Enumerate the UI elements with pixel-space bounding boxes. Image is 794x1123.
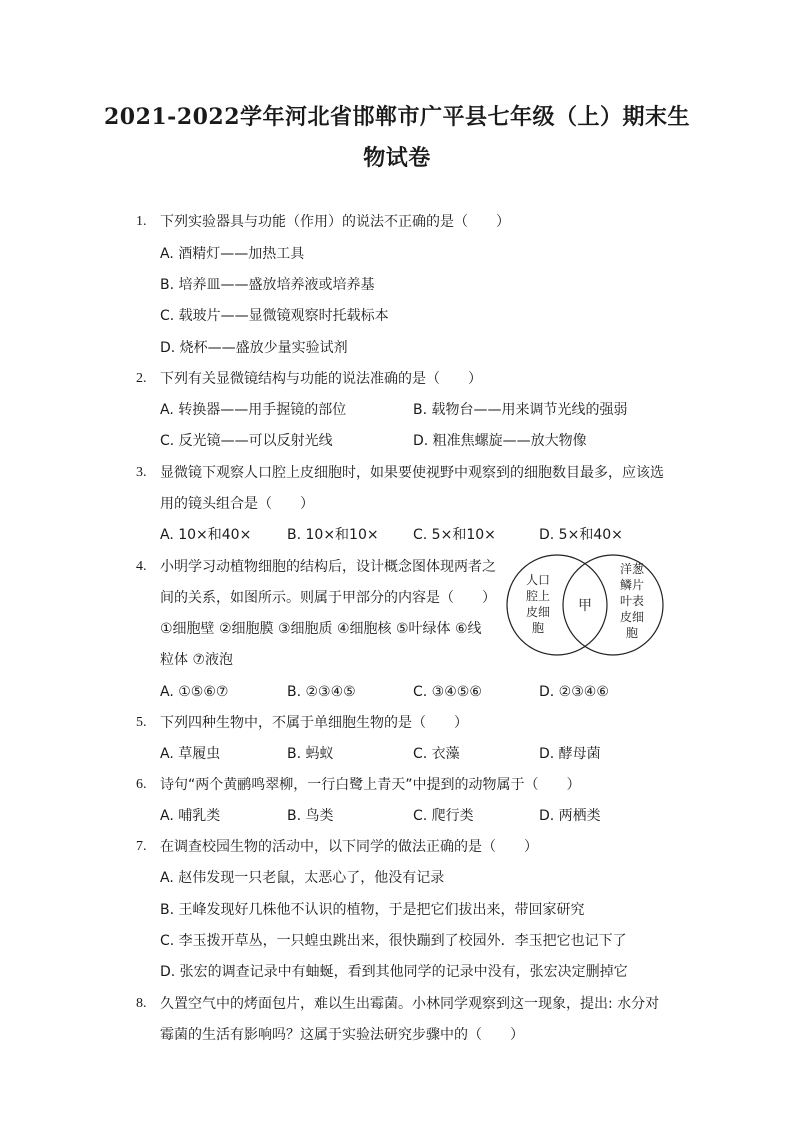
option-b: B. 蚂蚁 xyxy=(287,746,334,762)
venn-left-label: 皮细 xyxy=(525,605,551,619)
option-d: D. 5×和40× xyxy=(539,527,623,543)
venn-left-label: 胞 xyxy=(531,621,545,635)
option-c: C. 载玻片——显微镜观察时托载标本 xyxy=(160,308,389,324)
exam-title-line1: 2021-2022学年河北省邯郸市广平县七年级（上）期末生 xyxy=(103,104,691,130)
question-stem: 下列有关显微镜结构与功能的说法准确的是（ ） xyxy=(160,371,482,387)
question-stem: 下列四种生物中，不属于单细胞生物的是（ ） xyxy=(160,715,468,731)
option-a: A. ①⑤⑥⑦ xyxy=(160,684,229,700)
question-stem-continued: 间的关系，如图所示。则属于甲部分的内容是（ ） xyxy=(160,590,496,606)
option-b: B. ②③④⑤ xyxy=(287,684,356,700)
option-d: D. 烧杯——盛放少量实验试剂 xyxy=(160,340,348,356)
question-stem: 诗句“两个黄鹂鸣翠柳，一行白鹭上青天”中提到的动物属于（ ） xyxy=(160,777,581,793)
option-a: A. 哺乳类 xyxy=(160,808,221,824)
option-c: C. 5×和10× xyxy=(413,527,496,543)
question-number: 5. xyxy=(136,715,147,730)
option-c: C. 李玉拨开草丛，一只蝗虫跳出来，很快蹦到了校园外．李玉把它也记下了 xyxy=(160,933,627,949)
option-a: A. 10×和40× xyxy=(160,527,252,543)
option-d: D. ②③④⑥ xyxy=(539,684,609,700)
option-c: C. 反光镜——可以反射光线 xyxy=(160,433,333,449)
question-number: 7. xyxy=(136,839,147,854)
option-b: B. 10×和10× xyxy=(287,527,379,543)
option-c: C. 爬行类 xyxy=(413,808,474,824)
venn-diagram xyxy=(500,551,670,661)
question-number: 2. xyxy=(136,371,147,386)
question-number: 1. xyxy=(136,214,147,229)
venn-left-label: 腔上 xyxy=(525,589,551,603)
venn-left-label: 人口 xyxy=(525,573,551,587)
option-b: B. 鸟类 xyxy=(287,808,334,824)
venn-middle-label: 甲 xyxy=(578,598,592,614)
question-stem: 下列实验器具与功能（作用）的说法不正确的是（ ） xyxy=(160,214,510,230)
option-b: B. 王峰发现好几株他不认识的植物，于是把它们拔出来，带回家研究 xyxy=(160,902,585,918)
question-number: 4. xyxy=(136,559,147,574)
question-number: 3. xyxy=(136,465,147,480)
option-b: B. 载物台——用来调节光线的强弱 xyxy=(413,402,628,418)
question-number: 8. xyxy=(136,996,147,1011)
option-c: C. ③④⑤⑥ xyxy=(413,684,482,700)
question-stem: 小明学习动植物细胞的结构后，设计概念图体现两者之 xyxy=(160,559,496,575)
option-a: A. 酒精灯——加热工具 xyxy=(160,246,305,262)
venn-right-label: 叶表 xyxy=(619,594,645,608)
venn-right-label: 皮细 xyxy=(619,610,645,624)
option-d: D. 粗准焦螺旋——放大物像 xyxy=(413,433,587,449)
option-d: D. 两栖类 xyxy=(539,808,601,824)
exam-title-line2: 物试卷 xyxy=(363,145,431,171)
question-stem-continued: 用的镜头组合是（ ） xyxy=(160,496,314,512)
question-number: 6. xyxy=(136,777,147,792)
option-a: A. 转换器——用手握镜的部位 xyxy=(160,402,347,418)
question-stem-continued: ①细胞壁 ②细胞膜 ③细胞质 ④细胞核 ⑤叶绿体 ⑥线 xyxy=(160,621,482,637)
question-stem: 在调查校园生物的活动中，以下同学的做法正确的是（ ） xyxy=(160,839,538,855)
animal-cell-circle xyxy=(507,555,607,655)
option-d: D. 张宏的调查记录中有蚰蜒，看到其他同学的记录中没有，张宏决定删掉它 xyxy=(160,964,628,980)
venn-right-label: 洋葱 xyxy=(619,562,645,576)
venn-right-label: 鳞片 xyxy=(619,578,645,592)
option-d: D. 酵母菌 xyxy=(539,746,601,762)
question-stem-continued: 粒体 ⑦液泡 xyxy=(160,652,234,668)
option-a: A. 草履虫 xyxy=(160,746,221,762)
option-c: C. 衣藻 xyxy=(413,746,460,762)
option-b: B. 培养皿——盛放培养液或培养基 xyxy=(160,277,375,293)
question-stem: 显微镜下观察人口腔上皮细胞时，如果要使视野中观察到的细胞数目最多，应该选 xyxy=(160,465,664,481)
question-stem: 久置空气中的烤面包片，难以生出霉菌。小林同学观察到这一现象，提出: 水分对 xyxy=(160,996,660,1012)
question-stem-continued: 霉菌的生活有影响吗？这属于实验法研究步骤中的（ ） xyxy=(160,1027,524,1043)
venn-right-label: 胞 xyxy=(625,626,639,640)
option-a: A. 赵伟发现一只老鼠，太恶心了，他没有记录 xyxy=(160,870,445,886)
